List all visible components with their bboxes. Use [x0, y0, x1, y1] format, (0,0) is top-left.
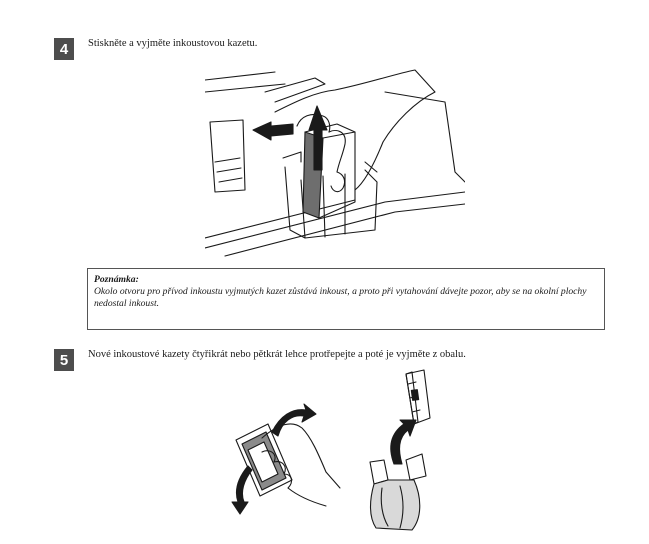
step-4-text: Stiskněte a vyjměte inkoustovou kazetu.	[88, 38, 258, 49]
step-5-text: Nové inkoustové kazety čtyřikrát nebo pětkrát lehce protřepejte a poté je vyjměte z obalu.	[88, 349, 466, 360]
note-title: Poznámka:	[94, 274, 139, 285]
remove-cartridge-illustration	[205, 62, 465, 258]
shake-cartridge-illustration	[222, 398, 342, 518]
note-body: Okolo otvoru pro přívod inkoustu vyjmutých kazet zůstává inkoust, a proto při vytahování dávejte pozor, aby se na okolní plochy nedostal inkoust.	[94, 286, 587, 309]
step-4-badge: 4	[54, 38, 74, 60]
step-5-badge: 5	[54, 349, 74, 371]
note-box	[87, 268, 605, 330]
unpack-cartridge-illustration	[360, 368, 450, 534]
